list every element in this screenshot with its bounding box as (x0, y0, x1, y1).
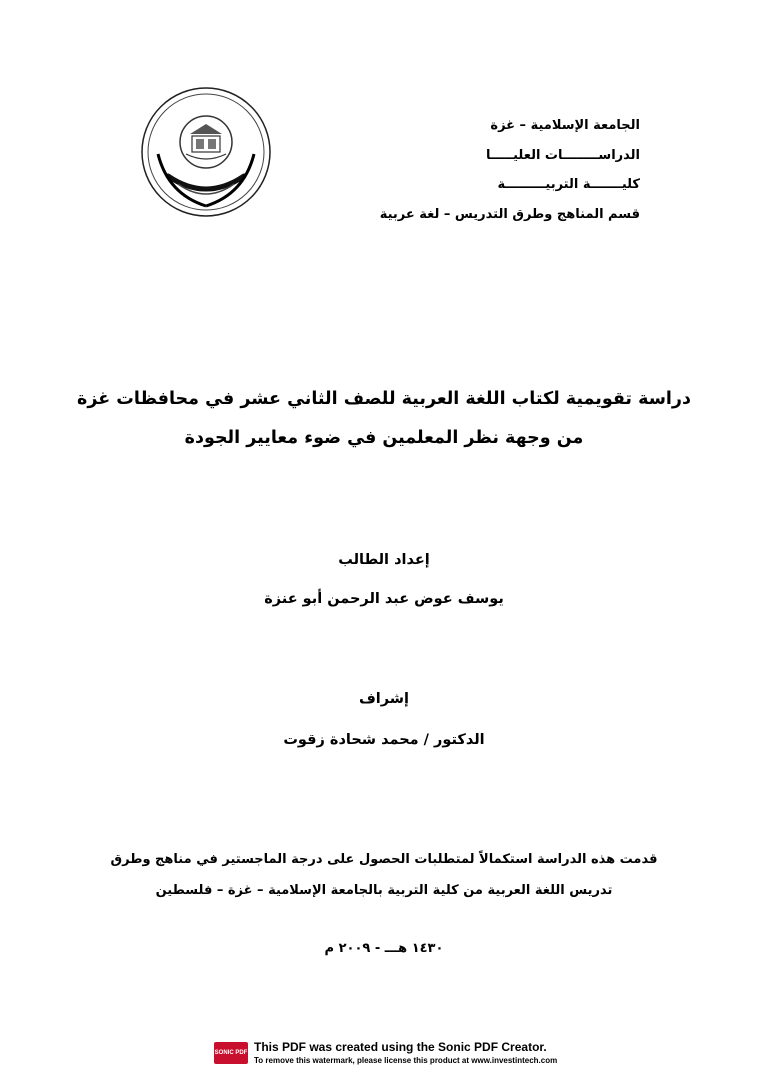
statement-line2: تدريس اللغة العربية من كلية التربية بالجامعة الإسلامية – غزة – فلسطين (155, 883, 613, 898)
faculty-name: كليـــــــة التربيـــــــــة (497, 177, 640, 192)
watermark-line2: To remove this watermark, please license this product at www.investintech.com (254, 1056, 558, 1065)
thesis-title-line1: دراسة تقويمية لكتاب اللغة العربية للصف الثاني عشر في محافظات غزة (77, 389, 691, 409)
statement-line1: قدمت هذه الدراسة استكمالاً لمتطلبات الحصول على درجة الماجستير في مناهج وطرق (110, 852, 658, 867)
author-label: إعداد الطالب (338, 552, 430, 568)
department-name: قسم المناهج وطرق التدريس – لغة عربية (379, 207, 640, 222)
pdf-watermark (214, 1040, 558, 1070)
supervisor-label: إشراف (358, 691, 410, 707)
sonic-pdf-badge: SONIC PDF (214, 1042, 248, 1064)
university-name: الجامعة الإسلامية – غزة (490, 118, 640, 133)
graduate-studies: الدراســــــــات العليـــــا (486, 148, 640, 163)
university-logo (138, 84, 274, 220)
watermark-line1: This PDF was created using the Sonic PDF Creator. (254, 1040, 547, 1054)
thesis-title-line2: من وجهة نظر المعلمين في ضوء معايير الجودة (184, 428, 584, 448)
supervisor-name: الدكتور / محمد شحادة زقوت (283, 732, 485, 748)
author-name: يوسف عوض عبد الرحمن أبو عنزة (264, 591, 504, 607)
date: ١٤٣٠ هـــ - ٢٠٠٩ م (324, 941, 444, 956)
